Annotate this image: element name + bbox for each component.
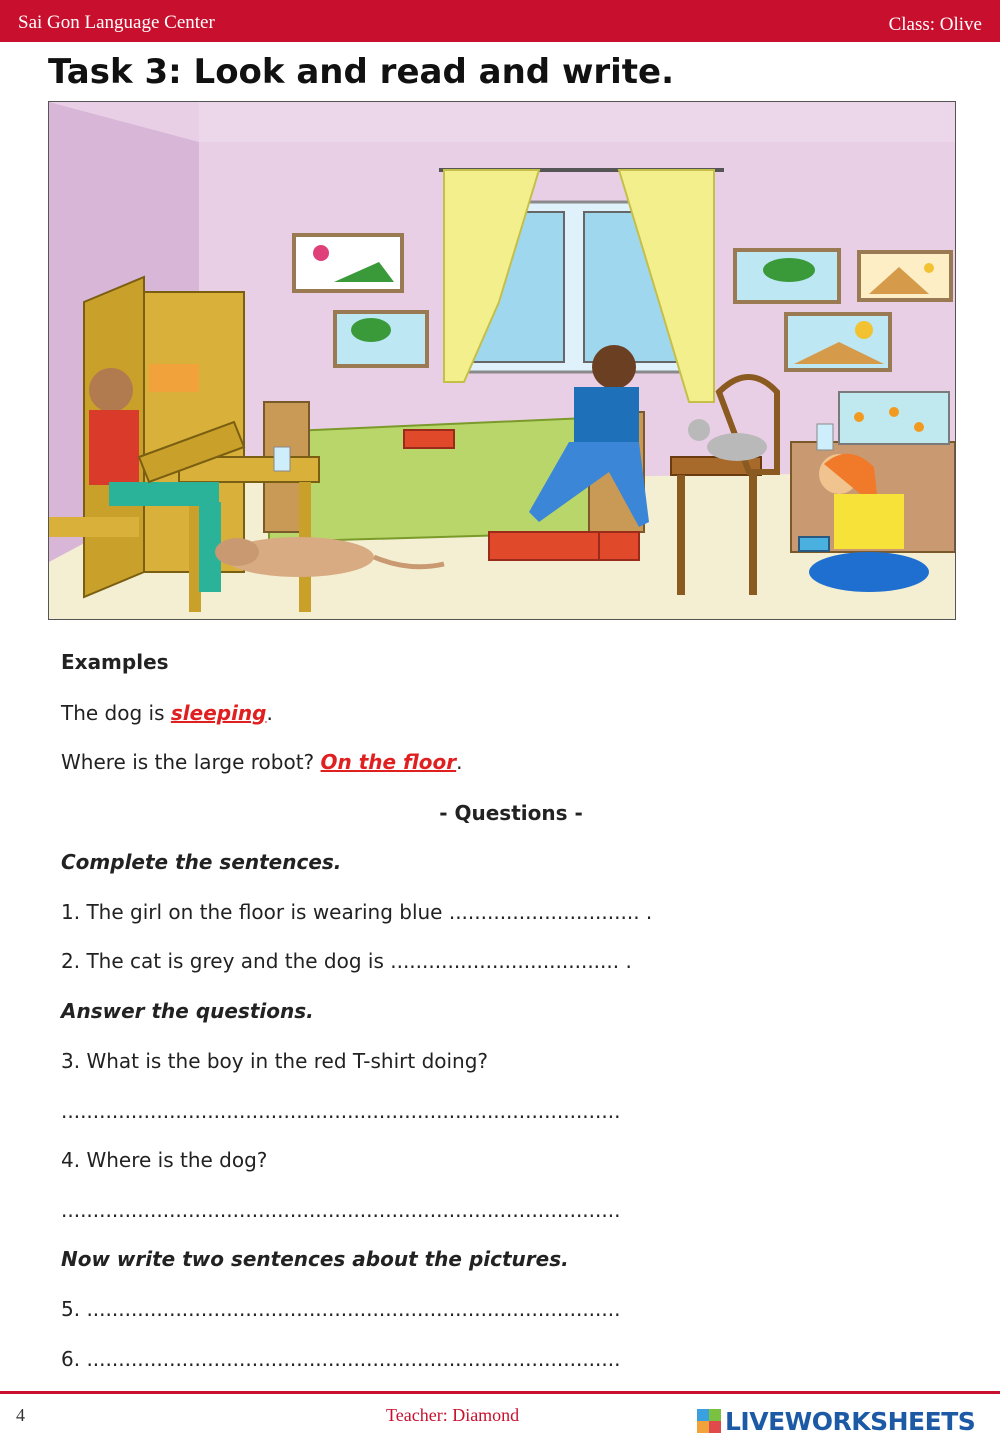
brand-name: LIVEWORKSHEETS [725, 1406, 976, 1436]
example-2-suffix: . [456, 750, 463, 774]
liveworksheets-logo [697, 1404, 975, 1438]
question-2[interactable]: 2. The cat is grey and the dog is .................................... . [61, 949, 632, 973]
page-number: 4 [16, 1405, 25, 1425]
example-1 [61, 701, 273, 725]
example-1-suffix: . [266, 701, 273, 725]
class-label: Class: Olive [888, 14, 982, 35]
example-2 [61, 750, 463, 774]
example-1-prefix: The dog is [61, 701, 171, 725]
example-2-prefix: Where is the large robot? [61, 750, 321, 774]
center-name: Sai Gon Language Center [18, 12, 215, 33]
teacher-name: Teacher: Diamond [386, 1405, 520, 1425]
section-complete-heading: Complete the sentences. [61, 850, 342, 874]
bedroom-illustration [48, 101, 956, 620]
section-write-heading: Now write two sentences about the pictures. [61, 1247, 569, 1271]
footer-divider [0, 1391, 1000, 1394]
page-header [0, 0, 1000, 42]
examples-heading: Examples [61, 650, 169, 674]
question-1[interactable]: 1. The girl on the floor is wearing blue .............................. . [61, 900, 653, 924]
questions-heading: - Questions - [439, 801, 583, 825]
answer-3-line[interactable]: ........................................................................................ [61, 1099, 621, 1123]
section-answer-heading: Answer the questions. [61, 999, 314, 1023]
sentence-5-line[interactable]: 5. .................................................................................... [61, 1297, 621, 1321]
task-title: Task 3: Look and read and write. [48, 52, 675, 92]
example-2-answer: On the floor [320, 750, 457, 774]
example-1-answer: sleeping [170, 701, 267, 725]
question-3: 3. What is the boy in the red T-shirt doing? [61, 1049, 489, 1073]
sentence-6-line[interactable]: 6. .................................................................................... [61, 1347, 621, 1371]
brand-grid-icon [697, 1409, 721, 1433]
answer-4-line[interactable]: ........................................................................................ [61, 1198, 621, 1222]
question-4: 4. Where is the dog? [61, 1148, 268, 1172]
